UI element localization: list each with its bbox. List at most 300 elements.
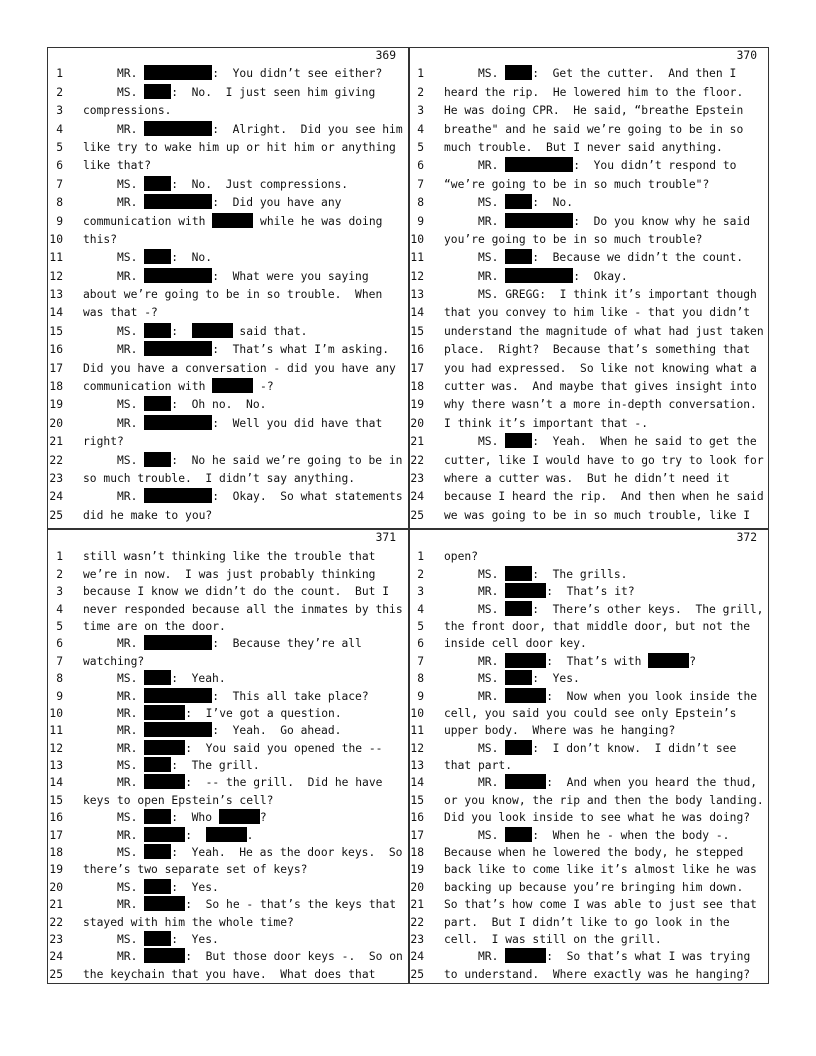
- redaction-box: [505, 583, 546, 598]
- redaction-box: [505, 827, 532, 842]
- line-number: 13: [49, 288, 63, 302]
- text-segment: So that’s how come I was able to just see that: [444, 898, 757, 912]
- text-segment: open?: [444, 550, 479, 564]
- text-segment: where a cutter was. But he didn’t need it: [444, 471, 730, 485]
- line-number: 13: [49, 759, 63, 773]
- text-segment: MR.: [117, 490, 145, 504]
- line-text: [444, 914, 730, 931]
- text-segment: did he make to you?: [83, 508, 213, 522]
- line-number: 17: [49, 361, 63, 375]
- redaction-box: [212, 378, 253, 393]
- text-segment: MR.: [117, 343, 145, 357]
- line-number: 11: [410, 724, 424, 738]
- text-segment: because I heard the rip. And then when he said: [444, 490, 764, 504]
- text-segment: like try to wake him up or hit him or anything: [83, 140, 396, 154]
- line-number: 3: [56, 585, 63, 599]
- line-text: [83, 286, 382, 304]
- line-text: [117, 176, 348, 194]
- redaction-box: [144, 844, 171, 859]
- line-number: 5: [417, 619, 424, 633]
- redaction-box: [144, 396, 171, 411]
- line-text: [83, 966, 375, 983]
- line-number: 25: [49, 967, 63, 981]
- text-segment: : You didn’t respond to: [573, 159, 737, 173]
- transcript-line: [408, 268, 769, 286]
- transcript-line: [408, 452, 769, 470]
- text-segment: part. But I didn’t like to go look in the: [444, 915, 730, 929]
- text-segment: about we’re going to be in so trouble. When: [83, 288, 383, 302]
- text-segment: : No he said we’re going to be in: [171, 453, 403, 467]
- redaction-box: [144, 688, 212, 703]
- transcript-line: [408, 861, 769, 878]
- line-number: 8: [417, 196, 424, 210]
- text-segment: MR.: [117, 637, 145, 651]
- line-number: 25: [49, 508, 63, 522]
- line-text: [444, 341, 750, 359]
- redaction-box: [648, 653, 689, 668]
- transcript-line: [408, 304, 769, 322]
- transcript-line: [47, 488, 408, 506]
- text-segment: MR.: [117, 689, 145, 703]
- text-segment: understand the magnitude of what had just taken: [444, 324, 764, 338]
- transcript-line: [47, 896, 408, 913]
- line-text: [444, 548, 478, 565]
- transcript-line: [408, 396, 769, 414]
- transcript-line: [408, 102, 769, 120]
- transcript-line: [408, 757, 769, 774]
- line-number: 1: [417, 67, 424, 81]
- line-number: 4: [56, 602, 63, 616]
- transcript-line: [408, 360, 769, 378]
- line-text: [444, 809, 750, 826]
- text-segment: breathe" and he said we’re going to be in so: [444, 122, 744, 136]
- text-segment: communication with: [83, 380, 213, 394]
- redaction-box: [144, 879, 171, 894]
- line-text: [117, 415, 382, 433]
- line-text: [117, 84, 375, 102]
- transcript-line: [47, 176, 408, 194]
- line-number: 10: [410, 706, 424, 720]
- redaction-box: [219, 809, 260, 824]
- text-segment: MR.: [117, 741, 145, 755]
- text-segment: Did you have a conversation - did you have any: [83, 361, 396, 375]
- text-segment: inside cell door key.: [444, 637, 587, 651]
- line-number: 24: [49, 950, 63, 964]
- line-number: 2: [417, 567, 424, 581]
- text-segment: back like to come like it’s almost like he was: [444, 863, 757, 877]
- line-number: 25: [410, 967, 424, 981]
- text-segment: that you convey to him like - that you didn’t: [444, 306, 751, 320]
- line-number: 23: [49, 471, 63, 485]
- text-segment: or you know, the rip and then the body landing.: [444, 793, 764, 807]
- redaction-box: [505, 65, 532, 80]
- text-segment: : Yes.: [532, 672, 580, 686]
- line-number: 10: [49, 706, 63, 720]
- text-segment: upper body. Where was he hanging?: [444, 724, 676, 738]
- line-text: [444, 931, 662, 948]
- line-number: 18: [410, 380, 424, 394]
- transcript-line: [47, 378, 408, 396]
- redaction-box: [212, 213, 253, 228]
- text-segment: : Yes.: [171, 880, 219, 894]
- line-number: 21: [410, 898, 424, 912]
- redaction-box: [144, 774, 185, 789]
- line-text: [83, 653, 144, 670]
- line-text: [444, 635, 587, 652]
- text-segment: .: [246, 828, 254, 842]
- transcript-line: [408, 566, 769, 583]
- text-segment: MR.: [117, 776, 145, 790]
- line-number: 21: [49, 898, 63, 912]
- text-segment: still wasn’t thinking like the trouble that: [83, 550, 376, 564]
- line-number: 24: [49, 490, 63, 504]
- redaction-box: [144, 65, 212, 80]
- redaction-box: [144, 488, 212, 503]
- line-number: 7: [56, 177, 63, 191]
- transcript-line: [47, 966, 408, 983]
- transcript-line: [47, 323, 408, 341]
- text-segment: cutter, like I would have to go try to look for: [444, 453, 764, 467]
- text-segment: MS.: [117, 324, 145, 338]
- text-segment: because I know we didn’t do the count. But I: [83, 585, 390, 599]
- line-number: 22: [410, 453, 424, 467]
- redaction-box: [144, 341, 212, 356]
- line-number: 19: [49, 398, 63, 412]
- line-text: [444, 323, 764, 341]
- redaction-box: [144, 931, 171, 946]
- transcript-line: [47, 304, 408, 322]
- text-segment: stayed with him the whole time?: [83, 915, 294, 929]
- line-text: [117, 194, 341, 212]
- text-segment: MS.: [478, 435, 506, 449]
- line-text: [444, 231, 702, 249]
- transcript-line: [47, 635, 408, 652]
- transcript-line: [47, 249, 408, 267]
- redaction-box: [192, 323, 233, 338]
- line-number: 23: [410, 932, 424, 946]
- text-segment: MR.: [117, 269, 145, 283]
- line-text: [117, 688, 369, 705]
- transcript-page: [408, 529, 769, 983]
- text-segment: compressions.: [83, 104, 172, 118]
- text-segment: : Well you did have that: [212, 416, 383, 430]
- line-number: 20: [49, 880, 63, 894]
- transcript-line: [47, 157, 408, 175]
- line-number: 15: [410, 793, 424, 807]
- text-segment: MS.: [478, 251, 506, 265]
- text-segment: :: [185, 828, 206, 842]
- line-text: [83, 618, 226, 635]
- transcript-line: [408, 341, 769, 359]
- text-segment: “we’re going to be in so much trouble"?: [444, 177, 710, 191]
- text-segment: you had expressed. So like not knowing what a: [444, 361, 757, 375]
- text-segment: : Yeah. He as the door keys. So: [171, 846, 403, 860]
- text-segment: MS.: [117, 759, 145, 773]
- text-segment: MR.: [478, 689, 506, 703]
- line-number: 12: [49, 741, 63, 755]
- text-segment: : I don’t know. I didn’t see: [532, 741, 737, 755]
- transcript-line: [408, 507, 769, 525]
- transcript-line: [47, 931, 408, 948]
- line-text: [478, 157, 736, 175]
- transcript-line: [408, 249, 769, 267]
- transcript-line: [47, 433, 408, 451]
- transcript-line: [47, 809, 408, 826]
- transcript-line: [47, 583, 408, 600]
- transcript-line: [47, 653, 408, 670]
- line-number: 20: [410, 880, 424, 894]
- line-text: [478, 601, 763, 618]
- line-number: 11: [410, 251, 424, 265]
- redaction-box: [144, 268, 212, 283]
- transcript-line: [408, 844, 769, 861]
- line-text: [478, 566, 627, 583]
- line-number: 9: [56, 689, 63, 703]
- transcript-line: [408, 635, 769, 652]
- text-segment: ?: [259, 811, 267, 825]
- redaction-box: [505, 268, 573, 283]
- text-segment: MS.: [117, 251, 145, 265]
- transcript-line: [408, 286, 769, 304]
- text-segment: to understand. Where exactly was he hanging?: [444, 967, 751, 981]
- line-number: 4: [56, 122, 63, 136]
- line-number: 10: [49, 232, 63, 246]
- text-segment: : You said you opened the --: [185, 741, 383, 755]
- transcript-line: [47, 507, 408, 525]
- line-text: [117, 896, 396, 913]
- line-number: 3: [56, 104, 63, 118]
- transcript-line: [47, 774, 408, 791]
- line-text: [117, 809, 267, 826]
- line-text: [444, 844, 743, 861]
- line-number: 24: [410, 490, 424, 504]
- line-number: 19: [49, 863, 63, 877]
- text-segment: we was going to be in so much trouble, like I: [444, 508, 751, 522]
- line-text: [117, 705, 342, 722]
- text-segment: : Who: [171, 811, 219, 825]
- line-number: 15: [49, 324, 63, 338]
- line-text: [444, 102, 743, 120]
- transcript-line: [47, 688, 408, 705]
- line-number: 16: [410, 811, 424, 825]
- line-text: [478, 249, 743, 267]
- line-text: [83, 304, 158, 322]
- transcript-line: [408, 670, 769, 687]
- text-segment: : That’s what I’m asking.: [212, 343, 390, 357]
- text-segment: : That’s with: [546, 654, 649, 668]
- text-segment: MS.: [478, 196, 506, 210]
- line-text: [83, 360, 396, 378]
- text-segment: MR.: [478, 214, 506, 228]
- line-number: 22: [410, 915, 424, 929]
- line-text: [117, 931, 219, 948]
- line-number: 1: [56, 550, 63, 564]
- line-number: 13: [410, 288, 424, 302]
- redaction-box: [505, 194, 532, 209]
- line-number: 16: [49, 811, 63, 825]
- line-number: 3: [417, 585, 424, 599]
- line-number: 21: [49, 435, 63, 449]
- line-text: [444, 757, 512, 774]
- page-number: 370: [736, 49, 757, 62]
- line-text: [478, 670, 580, 687]
- transcript-line: [408, 323, 769, 341]
- text-segment: MR.: [117, 706, 145, 720]
- text-segment: cell. I was still on the grill.: [444, 932, 662, 946]
- line-number: 1: [417, 550, 424, 564]
- text-segment: :: [171, 324, 192, 338]
- line-number: 16: [410, 343, 424, 357]
- transcript-line: [408, 378, 769, 396]
- transcript-line: [408, 121, 769, 139]
- transcript-line: [408, 914, 769, 931]
- page-number: 371: [375, 531, 396, 544]
- text-segment: : Now when you look inside the: [546, 689, 758, 703]
- line-number: 12: [410, 269, 424, 283]
- line-number: 15: [49, 793, 63, 807]
- transcript-line: [47, 65, 408, 83]
- line-text: [83, 102, 171, 120]
- transcript-line: [47, 757, 408, 774]
- text-segment: Did you look inside to see what he was doing?: [444, 811, 751, 825]
- transcript-line: [408, 139, 769, 157]
- text-segment: : Because we didn’t the count.: [532, 251, 744, 265]
- text-segment: watching?: [83, 654, 145, 668]
- line-text: [478, 688, 757, 705]
- redaction-box: [144, 194, 212, 209]
- transcript-line: [47, 722, 408, 739]
- line-text: [478, 213, 750, 231]
- transcript-line: [408, 653, 769, 670]
- line-text: [478, 948, 750, 965]
- redaction-box: [144, 705, 185, 720]
- transcript-line: [47, 396, 408, 414]
- line-text: [444, 722, 675, 739]
- line-number: 4: [417, 122, 424, 136]
- transcript-line: [47, 670, 408, 687]
- text-segment: MR.: [478, 159, 506, 173]
- page-number: 372: [736, 531, 757, 544]
- line-number: 1: [56, 67, 63, 81]
- line-number: 5: [56, 619, 63, 633]
- line-number: 22: [49, 915, 63, 929]
- line-text: [444, 618, 750, 635]
- line-text: [478, 433, 757, 451]
- text-segment: He was doing CPR. He said, “breathe Epstein: [444, 104, 744, 118]
- text-segment: : You didn’t see either?: [212, 67, 383, 81]
- line-text: [83, 566, 375, 583]
- text-segment: : Yes.: [171, 932, 219, 946]
- text-segment: MS.: [478, 567, 506, 581]
- line-number: 2: [56, 85, 63, 99]
- transcript-line: [47, 844, 408, 861]
- transcript-line: [408, 948, 769, 965]
- text-segment: backing up because you’re bringing him down.: [444, 880, 744, 894]
- text-segment: MR.: [478, 269, 506, 283]
- line-number: 11: [49, 724, 63, 738]
- line-text: [117, 249, 212, 267]
- line-text: [83, 157, 151, 175]
- text-segment: MS.: [117, 932, 145, 946]
- transcript-line: [408, 809, 769, 826]
- line-text: [117, 827, 253, 844]
- transcript-line: [47, 861, 408, 878]
- line-text: [117, 268, 369, 286]
- text-segment: keys to open Epstein’s cell?: [83, 793, 274, 807]
- redaction-box: [505, 566, 532, 581]
- line-text: [478, 774, 757, 791]
- line-text: [83, 507, 212, 525]
- line-text: [83, 548, 375, 565]
- transcript-line: [408, 827, 769, 844]
- text-segment: : Yeah.: [171, 672, 226, 686]
- line-text: [444, 452, 764, 470]
- transcript-line: [408, 601, 769, 618]
- transcript-line: [408, 65, 769, 83]
- redaction-box: [144, 176, 171, 191]
- text-segment: : Do you know why he said: [573, 214, 751, 228]
- line-text: [444, 415, 648, 433]
- line-text: [444, 84, 743, 102]
- transcript-line: [408, 774, 769, 791]
- text-segment: much trouble. But I never said anything.: [444, 140, 723, 154]
- redaction-box: [505, 157, 573, 172]
- redaction-box: [505, 249, 532, 264]
- line-text: [444, 705, 736, 722]
- line-text: [117, 844, 402, 861]
- text-segment: : Get the cutter. And then I: [532, 67, 737, 81]
- transcript-page: [47, 529, 408, 983]
- text-segment: : And when you heard the thud,: [546, 776, 758, 790]
- redaction-box: [144, 896, 185, 911]
- redaction-box: [505, 740, 532, 755]
- transcript-line: [47, 470, 408, 488]
- text-segment: Because when he lowered the body, he stepped: [444, 846, 744, 860]
- transcript-line: [408, 415, 769, 433]
- line-number: 14: [49, 776, 63, 790]
- text-segment: : No.: [532, 196, 574, 210]
- text-segment: never responded because all the inmates by this: [83, 602, 403, 616]
- text-segment: I think it’s important that -.: [444, 416, 649, 430]
- transcript-line: [47, 452, 408, 470]
- transcript-line: [47, 566, 408, 583]
- text-segment: cutter was. And maybe that gives insight into: [444, 380, 757, 394]
- transcript-line: [408, 966, 769, 983]
- transcript-line: [408, 896, 769, 913]
- text-segment: MS.: [478, 828, 506, 842]
- line-text: [117, 774, 382, 791]
- redaction-box: [144, 670, 171, 685]
- page-number: 369: [375, 49, 396, 62]
- transcript-line: [47, 121, 408, 139]
- transcript-line: [47, 84, 408, 102]
- transcript-line: [47, 360, 408, 378]
- text-segment: there’s two separate set of keys?: [83, 863, 308, 877]
- redaction-box: [144, 635, 212, 650]
- line-number: 18: [49, 380, 63, 394]
- transcript-line: [408, 931, 769, 948]
- text-segment: ?: [689, 654, 697, 668]
- line-text: [444, 861, 757, 878]
- text-segment: MR.: [478, 950, 506, 964]
- line-number: 17: [49, 828, 63, 842]
- text-segment: : Yeah. When he said to get the: [532, 435, 757, 449]
- text-segment: MR.: [478, 585, 506, 599]
- text-segment: MR.: [117, 196, 145, 210]
- line-text: [117, 341, 389, 359]
- transcript-line: [47, 618, 408, 635]
- text-segment: : So that’s what I was trying: [546, 950, 751, 964]
